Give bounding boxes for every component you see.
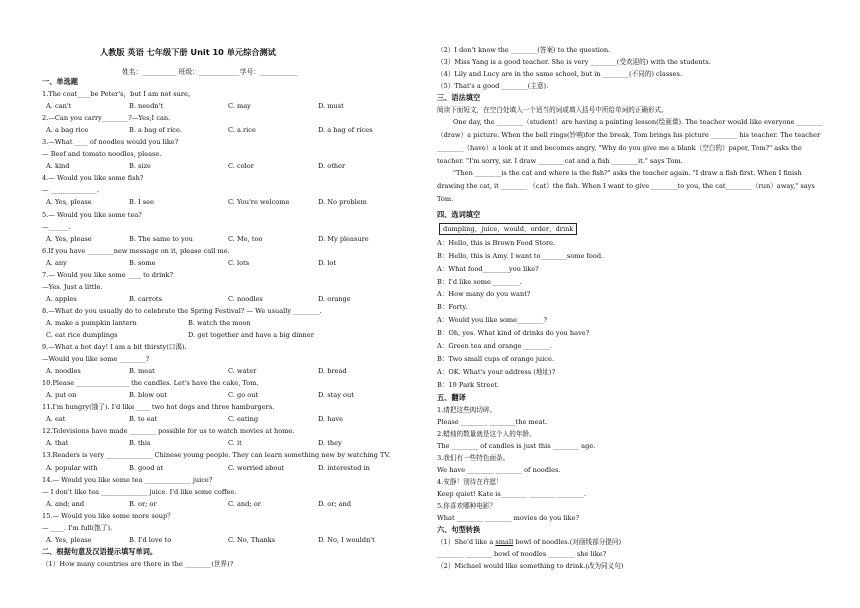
answer-option[interactable]: A. popular with [46,463,98,472]
option-row [42,317,382,329]
answer-option[interactable]: C. No, Thanks [228,535,276,544]
answer-option[interactable]: C. go out [228,391,259,400]
answer-option[interactable]: D. No, I wouldn't [318,535,375,544]
question-stem: 9.—What a hot day! I am a bit thirsty(口渴). [42,343,187,352]
section3-instruction: 阅读下面短文，在空白处填入一个适当的词或填入括号中所给单词的正确形式。 [437,106,668,115]
answer-option[interactable]: B. blow out [129,391,167,400]
answer-option[interactable]: D. a bag of rices [318,126,373,135]
answer-option[interactable]: A. kind [46,162,70,171]
question-stem: 13.Readers is very ______________ Chinese young people. They can learn something new by watching TV. [42,451,391,460]
section2-heading: 二、根据句意及汉语提示填写单词。 [42,546,158,556]
right-content [437,44,827,572]
answer-option[interactable]: B. this [129,439,151,448]
question-stem-line2: —______. [42,222,71,231]
answer-option[interactable]: B. carrots [129,294,162,303]
answer-option[interactable]: A. put on [46,391,77,400]
answer-option[interactable]: C. noodles [228,294,263,303]
dialogue-line: A：Would you like some________? [437,316,547,325]
dialogue-line: A：How many do you want? [437,290,531,299]
answer-option[interactable]: C. You're welcome [228,198,290,207]
question-stem: 14.— Would you like some tea ______________ juice? [42,475,213,484]
answer-option[interactable]: B. to eat [129,415,158,424]
option-row [42,462,382,474]
answer-option[interactable]: D. get together and have a big dinner [188,330,314,339]
answer-option[interactable]: D. interested in [318,463,370,472]
answer-option[interactable]: B. or; or [129,499,157,508]
dialogue-line: A：What food________you like? [437,264,539,273]
student-info-line: 姓名：__________ 班级：____________学号：___________ [122,68,298,76]
question-stem-line2: — ____. I'm full(饱了). [42,523,113,532]
option-row [42,329,382,341]
answer-option[interactable]: C. Me, too [228,234,263,243]
question-stem: 15.— Would you like some more soup？ [42,511,174,520]
answer-option[interactable]: D. must [318,102,344,111]
answer-option[interactable]: B. some [129,258,156,267]
answer-option[interactable]: C. lots [228,258,250,267]
translation-line: 3.我们有一些特色面条。 [437,453,510,462]
answer-option[interactable]: B. needn't [129,102,164,111]
fill-blank-item: （4）Lily and Lucy are in the same school, but in ________(不同的) classes. [437,70,682,79]
option-row [42,196,382,208]
question-stem-line2: —Would you like some ________? [42,355,150,364]
dialogue-line: A：OK. What's your address (地址)? [437,367,556,376]
answer-option[interactable]: C. color [228,162,254,171]
section1-heading: 一、单选题 [42,77,78,86]
dialogue-line: B：Hello, this is Amy. I want to________some food. [437,251,604,260]
translation-line: The ________ of candles is just this ________ age. [437,441,596,450]
dialogue-line: B：Forty. [437,303,468,312]
transform-item-1 [437,536,827,548]
answer-option[interactable]: D. stay out [318,391,354,400]
question-stem: 5.— Would you like some tea? [42,210,142,219]
transform-item-1-pre: （1）She'd like a [437,538,496,547]
translation-line: What ________ ________ movies do you like? [437,514,580,523]
option-row [42,413,382,425]
underlined-word: small [495,538,514,547]
question-stem: 8.—What do you usually do to celebrate the Spring Festival? — We usually ________. [42,306,322,315]
option-row [42,534,382,546]
section4-heading: 四、选词填空 [437,209,481,219]
answer-option[interactable]: C. worried about [228,463,285,472]
answer-option[interactable]: D. My pleasure [318,234,369,243]
answer-option[interactable]: A. a bag rice [46,126,89,135]
answer-option[interactable]: D. bread [318,367,347,376]
answer-option[interactable]: D. orange [318,294,351,303]
option-row [42,365,382,377]
dialogue-line: B：I'd like some ________. [437,277,522,286]
answer-option[interactable]: A. Yes, please [46,234,92,243]
section6-heading: 六、句型转换 [437,525,481,535]
option-row [42,498,382,510]
answer-option[interactable]: D. they [318,439,342,448]
answer-option[interactable]: A. that [46,439,69,448]
translation-line: We have ________ ________ of noodles. [437,465,561,474]
dialogue-line: B：19 Park Street. [437,380,500,389]
dialogue-line: A：Green tea and orange ________. [437,342,552,351]
question-stem: 1.The coat____be Peter's，but I am not sure。 [42,90,195,99]
transform-item-1-post: bowl of noodles.(对画线部分提问) [513,538,622,547]
translation-line: 4.安静！别待在许愿！ [437,477,503,486]
answer-option[interactable]: D. have [318,415,344,424]
answer-option[interactable]: B. meat [129,367,155,376]
question-stem: 7.— Would you like some ____ to drink? [42,270,174,279]
answer-option[interactable]: B. watch the moon [188,318,251,327]
word-box: dumpling，juice，would，order，drink [439,223,577,235]
answer-option[interactable]: B. I see [129,198,154,207]
option-row [42,100,382,112]
answer-option[interactable]: C. eat rice dumplings [46,330,118,339]
answer-option[interactable]: A. can't [46,102,72,111]
translation-line: 1.请把这些肉切碎。 [437,405,497,414]
option-row [42,124,382,136]
option-row [42,257,382,269]
option-row [42,437,382,449]
option-row [42,293,382,305]
answer-option[interactable]: D. or; and [318,499,352,508]
fill-blank-item: （1）How many countries are there in the ________(世界)? [42,559,234,568]
question-stem: 11.I'm hungry(饿了). I'd like ____ two hot dogs and three hamburgers. [42,403,275,412]
answer-option[interactable]: C. eating [228,415,259,424]
question-stem-line2: —Yes. Just a little. [42,282,103,291]
answer-option[interactable]: C. and; or [228,499,261,508]
section5-heading: 五、翻译 [437,392,466,402]
translation-line: 5.你喜欢哪种电影？ [437,502,497,511]
answer-option[interactable]: C. it [228,439,242,448]
question-stem-line2: — Beef and tomato noodles, please. [42,150,162,159]
answer-option[interactable]: D. other [318,162,346,171]
answer-option[interactable]: A. noodles [46,367,81,376]
left-content [42,76,391,570]
answer-option[interactable]: B. The same to you [129,234,193,243]
answer-option[interactable]: C. a rice [228,126,256,135]
transform-item-2: （2）Michael would like something to drink.(改为同义句) [437,562,624,571]
answer-option[interactable]: A. Yes, please [46,198,92,207]
answer-option[interactable]: A. and; and [46,499,85,508]
answer-option[interactable]: A. eat [46,415,66,424]
question-stem-line2: — I don't like tea ______________ juice. I'd like some coffee. [42,487,237,496]
answer-option[interactable]: A. make a pumpkin lantern [46,318,137,327]
page-title: 人教版 英语 七年级下册 Unit 10 单元综合测试 [100,47,276,57]
dialogue-line: B：Oh, yes. What kind of drinks do you have? [437,329,590,338]
question-stem: 3.—What ____ of noodles would you like? [42,138,179,147]
answer-option[interactable]: B. a bag of rice. [129,126,182,135]
fill-blank-item: （3）Miss Yang is a good teacher. She is very ________(受欢迎的) with the students. [437,58,711,67]
option-row [42,389,382,401]
answer-option[interactable]: B. good at [129,463,164,472]
question-stem: 10.Please ________________ the candles. Let's have the cake, Tom. [42,379,259,388]
dialogue-line: A：Hello, this is Brown Food Store. [437,238,556,247]
question-stem: 12.Televisions have made ________ possible for us to watch movies at home. [42,427,295,436]
answer-option[interactable]: C. water [228,367,257,376]
question-stem: 2.—Can you carry________?—Yes,I can. [42,114,171,123]
answer-option[interactable]: B. size [129,162,151,171]
answer-option[interactable]: A. Yes, please [46,535,92,544]
transform-item-1-answer: ________ ________ bowl of noodles ________ she like? [437,550,607,559]
question-stem-line2: — ______________. [42,186,99,195]
translation-line: 2.蜡烛的数量就是这个人的年龄。 [437,429,536,438]
section3-heading: 三、语法填空 [437,93,481,103]
question-stem: 4.— Would you like some fish? [42,174,144,183]
option-row [42,233,382,245]
answer-option[interactable]: D. No problem [318,198,367,207]
passage-paragraph-1: One day, the ________（student）are having a painting lesson(绘画课). The teacher would like everyone ________（draw）a picture. When the bell rings(铃响)for the break, Tom brings his picture ________ his teacher. The teacher ________（have）a look at it and becomes angry, "Why do you give me a blank（空白的）paper, Tom?" asks the teacher. "I'm sorry, sir. I draw ________cat and a fish ________it." says Tom. [437,118,823,165]
answer-option[interactable]: A. apples [46,294,77,303]
passage-paragraph-2: "Then ________is the cat and where is the fish?" asks the teacher again. "I draw a fish first. When I finish drawing the cat, it ________ （cat）the fish. When I want to give ________to you, the cat________（run）away," says Tom. [437,169,815,204]
word-box-row [437,221,827,237]
question-stem: 6.If you have ________new message on it, please call me. [42,246,230,255]
dialogue-line: B：Two small cups of orange juice. [437,354,554,363]
option-row [42,160,382,172]
answer-option[interactable]: B. I'd love to [129,535,172,544]
fill-blank-item: （2）I don't know the ________(答案) to the question. [437,46,611,54]
translation-line: Please ________ ________the meat. [437,417,548,426]
answer-option[interactable]: D. lot [318,258,336,267]
fill-blank-item: （5）That's a good ________(主意). [437,82,549,91]
answer-option[interactable]: A. any [46,258,67,267]
answer-option[interactable]: C. may [228,102,251,111]
translation-line: Keep quiet! Kate is________ ________ ________. [437,489,587,498]
